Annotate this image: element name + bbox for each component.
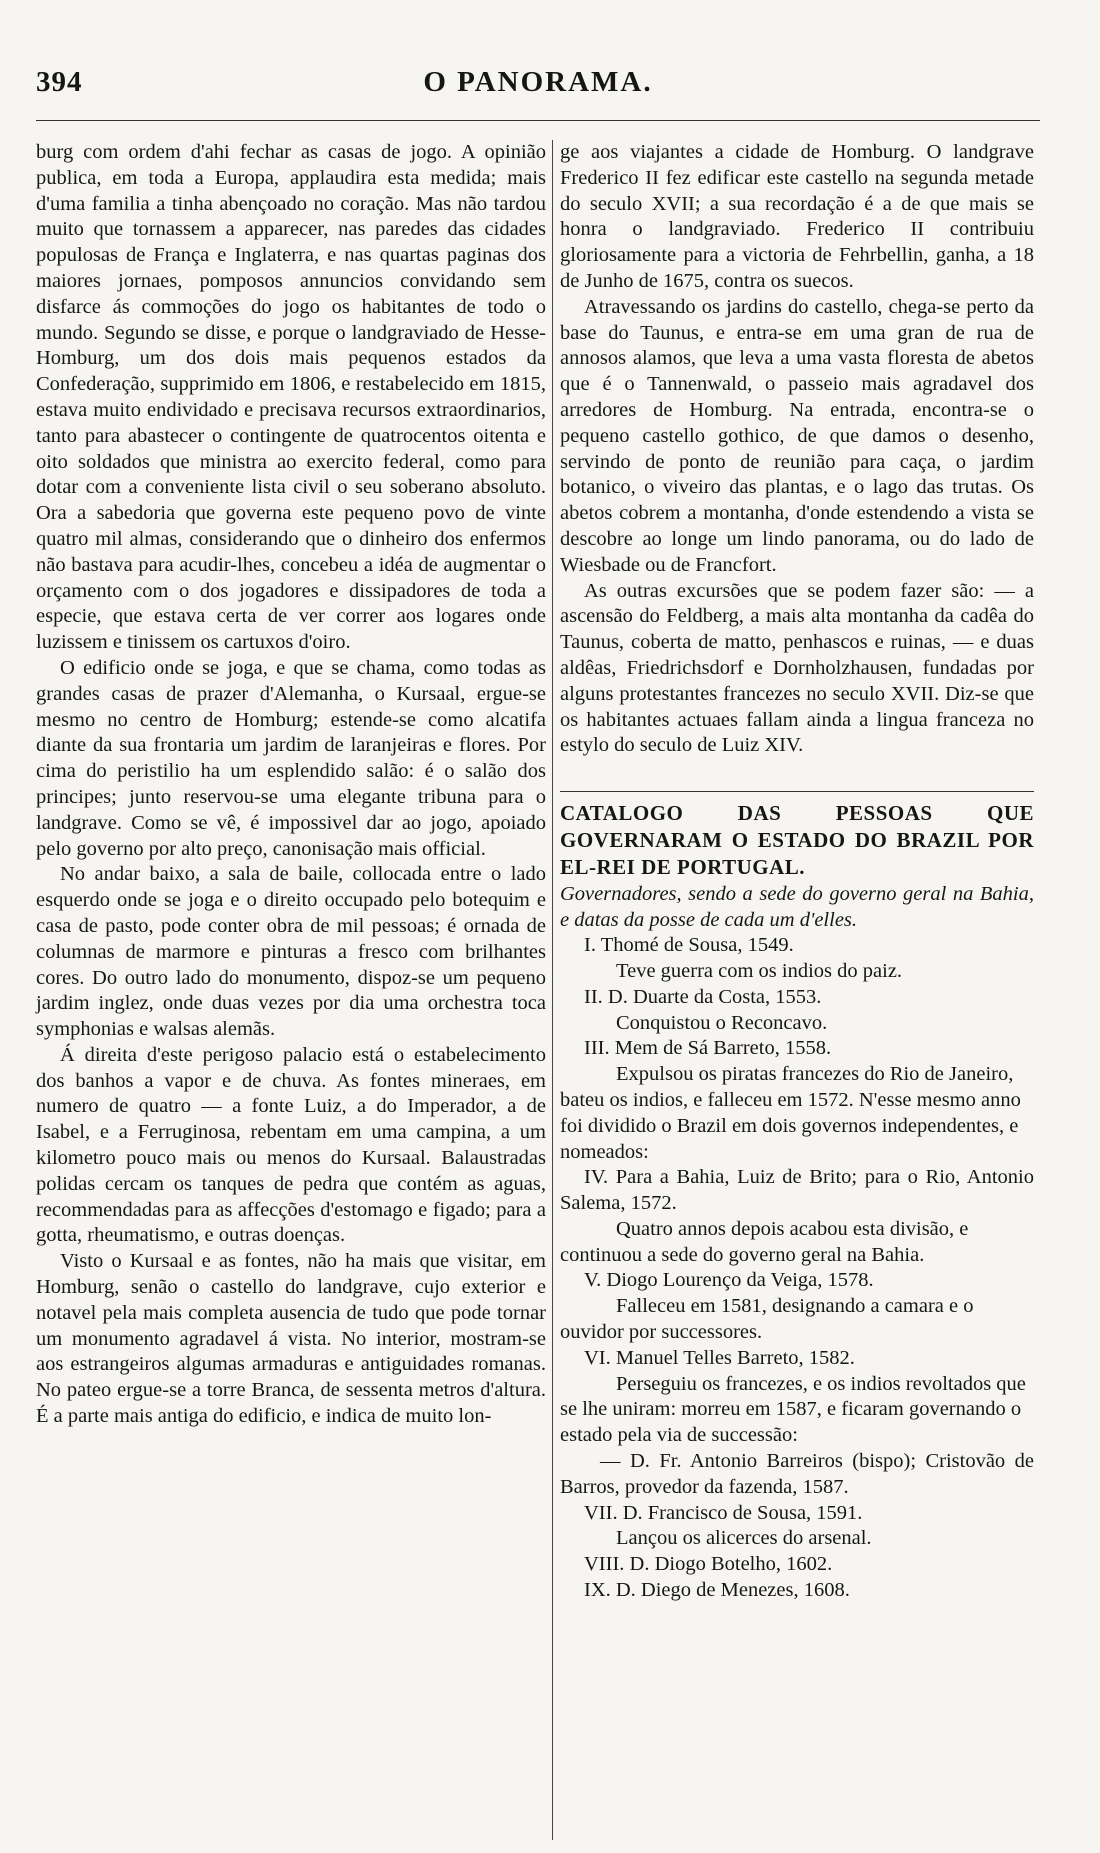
catalog-entry: II. D. Duarte da Costa, 1553. bbox=[584, 985, 822, 1008]
header-rule bbox=[36, 120, 1040, 121]
catalog-entry: Expulsou os piratas francezes do Rio de Janeiro, bateu os indios, e falleceu em 1572. N'esse mesmo anno foi dividido o Brazil em dois governos independentes, e nomeados: bbox=[560, 1063, 1021, 1163]
paragraph: As outras excursões que se podem fazer são: — a ascensão do Feldberg, a mais alta montanha da cadêa do Taunus, coberta de matto, penhascos e ruinas, — e duas aldêas, Friedrichsdorf e Dornholzhausen, fundadas por alguns protestantes francezes no seculo XVII. Diz-se que os habitantes actuaes fallam ainda a lingua franceza no estylo do seculo de Luiz XIV. bbox=[560, 579, 1034, 757]
paragraph: burg com ordem d'ahi fechar as casas de jogo. A opinião publica, em toda a Europa, applaudira esta medida; mais d'uma familia a tinha abençoado no coração. Mas não tardou muito que tornassem a apparecer, nas paredes das cidades populosas de França e Inglaterra, e nas quartas paginas dos maiores jornaes, pomposos annuncios convidando sem disfarce ás commoções do jogo os habitantes de todo o mundo. Segundo se disse, e porque o landgraviado de Hesse-Homburg, um dos dois mais pequenos estados da Confederação, supprimido em 1806, e restabelecido em 1815, estava muito endividado e precisava recursos extraordinarios, tanto para abastecer o contingente de quatrocentos oitenta e oito soldados que ministra ao exercito federal, como para dotar com a conveniente lista civil o seu soberano absoluto. Ora a sabedoria que governa este pequeno povo de vinte quatro mil almas, considerando que o dinheiro dos enfermos não bastava para acudir-lhes, concebeu a idéa de augmentar o orçamento com o dos jogadores e dissipadores de toda a especie, que estava certa de ver correr aos logares onde luzissem e tinissem os cartuxos d'oiro. bbox=[36, 141, 546, 654]
catalog-entry: Quatro annos depois acabou esta divisão, e continuou a sede do governo geral na Bahia. bbox=[560, 1217, 969, 1266]
catalog-entry: IV. Para a Bahia, Luiz de Brito; para o Rio, Antonio Salema, 1572. bbox=[560, 1166, 1034, 1215]
right-column bbox=[560, 140, 1034, 1604]
page-header bbox=[36, 66, 1040, 106]
left-column bbox=[36, 140, 546, 1430]
catalog-entry: Perseguiu os francezes, e os indios revoltados que se lhe uniram: morreu em 1587, e ficaram governando o estado pela via de successão: bbox=[560, 1372, 1026, 1447]
catalog-entry: VII. D. Francisco de Sousa, 1591. bbox=[584, 1501, 863, 1524]
page-title: O PANORAMA. bbox=[423, 66, 653, 98]
catalog-subtitle: Governadores, sendo a sede do governo geral na Bahia, e datas da posse de cada um d'elles. bbox=[560, 883, 1034, 932]
right-column-text bbox=[560, 140, 1034, 759]
catalog-entry: Teve guerra com os indios do paiz. bbox=[616, 959, 903, 982]
catalog-entry: VI. Manuel Telles Barreto, 1582. bbox=[584, 1346, 855, 1369]
page-number: 394 bbox=[36, 66, 83, 98]
catalog-entry: VIII. D. Diogo Botelho, 1602. bbox=[584, 1553, 833, 1576]
paragraph: Visto o Kursaal e as fontes, não ha mais que visitar, em Homburg, senão o castello do landgrave, cujo exterior e notavel pela mais completa ausencia de tudo que pode tornar um monumento agradavel á vista. No interior, mostram-se aos estrangeiros algumas armaduras e antiguidades romanas. No pateo ergue-se a torre Branca, de sessenta metros d'altura. É a parte mais antiga do edificio, e indica de muito lon- bbox=[36, 1250, 546, 1428]
catalog-entry: V. Diogo Lourenço da Veiga, 1578. bbox=[584, 1269, 874, 1292]
column-divider bbox=[552, 140, 553, 1840]
catalog-entry: Conquistou o Reconcavo. bbox=[616, 1011, 828, 1034]
catalog-entry: Falleceu em 1581, designando a camara e o ouvidor por successores. bbox=[560, 1295, 974, 1344]
catalog-entry: Lançou os alicerces do arsenal. bbox=[616, 1527, 872, 1550]
catalog-entry: — D. Fr. Antonio Barreiros (bispo); Cristovão de Barros, provedor da fazenda, 1587. bbox=[560, 1450, 1034, 1498]
paragraph: Á direita d'este perigoso palacio está o estabelecimento dos banhos a vapor e de chuva. As fontes mineraes, em numero de quatro — a fonte Luiz, a do Imperador, a de Isabel, e a Ferruginosa, rebentam em uma campina, a um kilometro pouco mais ou menos do Kursaal. Balaustradas polidas cercam os tanques de pedra que contém as aguas, recommendadas para as affecções d'estomago e figado; para a gotta, rheumatismo, e outras doenças. bbox=[36, 1043, 546, 1247]
paragraph: ge aos viajantes a cidade de Homburg. O landgrave Frederico II fez edificar este castello na segunda metade do seculo XVII; a sua recordação é a de que mais se honra o landgraviado. Frederico II contribuiu gloriosamente para a victoria de Fehrbellin, ganha, a 18 de Junho de 1675, contra os suecos. bbox=[560, 141, 1034, 292]
catalog-list bbox=[560, 933, 1034, 1604]
section-rule bbox=[560, 791, 1034, 792]
paragraph: Atravessando os jardins do castello, chega-se perto da base do Taunus, e entra-se em uma gran de rua de annosos alamos, que leva a uma vasta floresta de abetos que é o Tannenwald, o passeio mais agradavel dos arredores de Homburg. Na entrada, encontra-se o pequeno castello gothico, de que damos o desenho, servindo de ponto de reunião para caça, o jardim botanico, o viveiro das plantas, e o lago das trutas. Os abetos cobrem a montanha, d'onde estendendo a vista se descobre ao longe um lindo panorama, ou do lado de Wiesbade ou de Francfort. bbox=[560, 295, 1034, 576]
catalog-entry: III. Mem de Sá Barreto, 1558. bbox=[584, 1037, 832, 1060]
paragraph: No andar baixo, a sala de baile, collocada entre o lado esquerdo onde se joga e o direito occupado pelo botequim e casa de pasto, pode conter obra de mil pessoas; é ornada de columnas de marmore e pinturas a fresco com brilhantes cores. Do outro lado do monumento, dispoz-se um pequeno jardim inglez, onde duas vezes por dia uma orchestra toca symphonias e walsas alemãs. bbox=[36, 863, 546, 1041]
paragraph: O edificio onde se joga, e que se chama, como todas as grandes casas de prazer d'Alemanha, o Kursaal, ergue-se mesmo no centro de Homburg; estende-se como alcatifa diante da sua frontaria um jardim de laranjeiras e flores. Por cima do peristilio ha um esplendido salão: é o salão dos principes; junto reservou-se uma elegante tribuna para o landgrave. Como se vê, é impossivel dar ao jogo, apoiado pelo governo por alto preço, canonisação mais official. bbox=[36, 656, 546, 860]
catalog-entry: I. Thomé de Sousa, 1549. bbox=[584, 934, 794, 957]
catalog-title: CATALOGO DAS PESSOAS QUE GOVERNARAM O ESTADO DO BRAZIL POR EL-REI DE PORTUGAL. bbox=[560, 801, 1034, 880]
catalog-entry: IX. D. Diego de Menezes, 1608. bbox=[584, 1579, 850, 1602]
